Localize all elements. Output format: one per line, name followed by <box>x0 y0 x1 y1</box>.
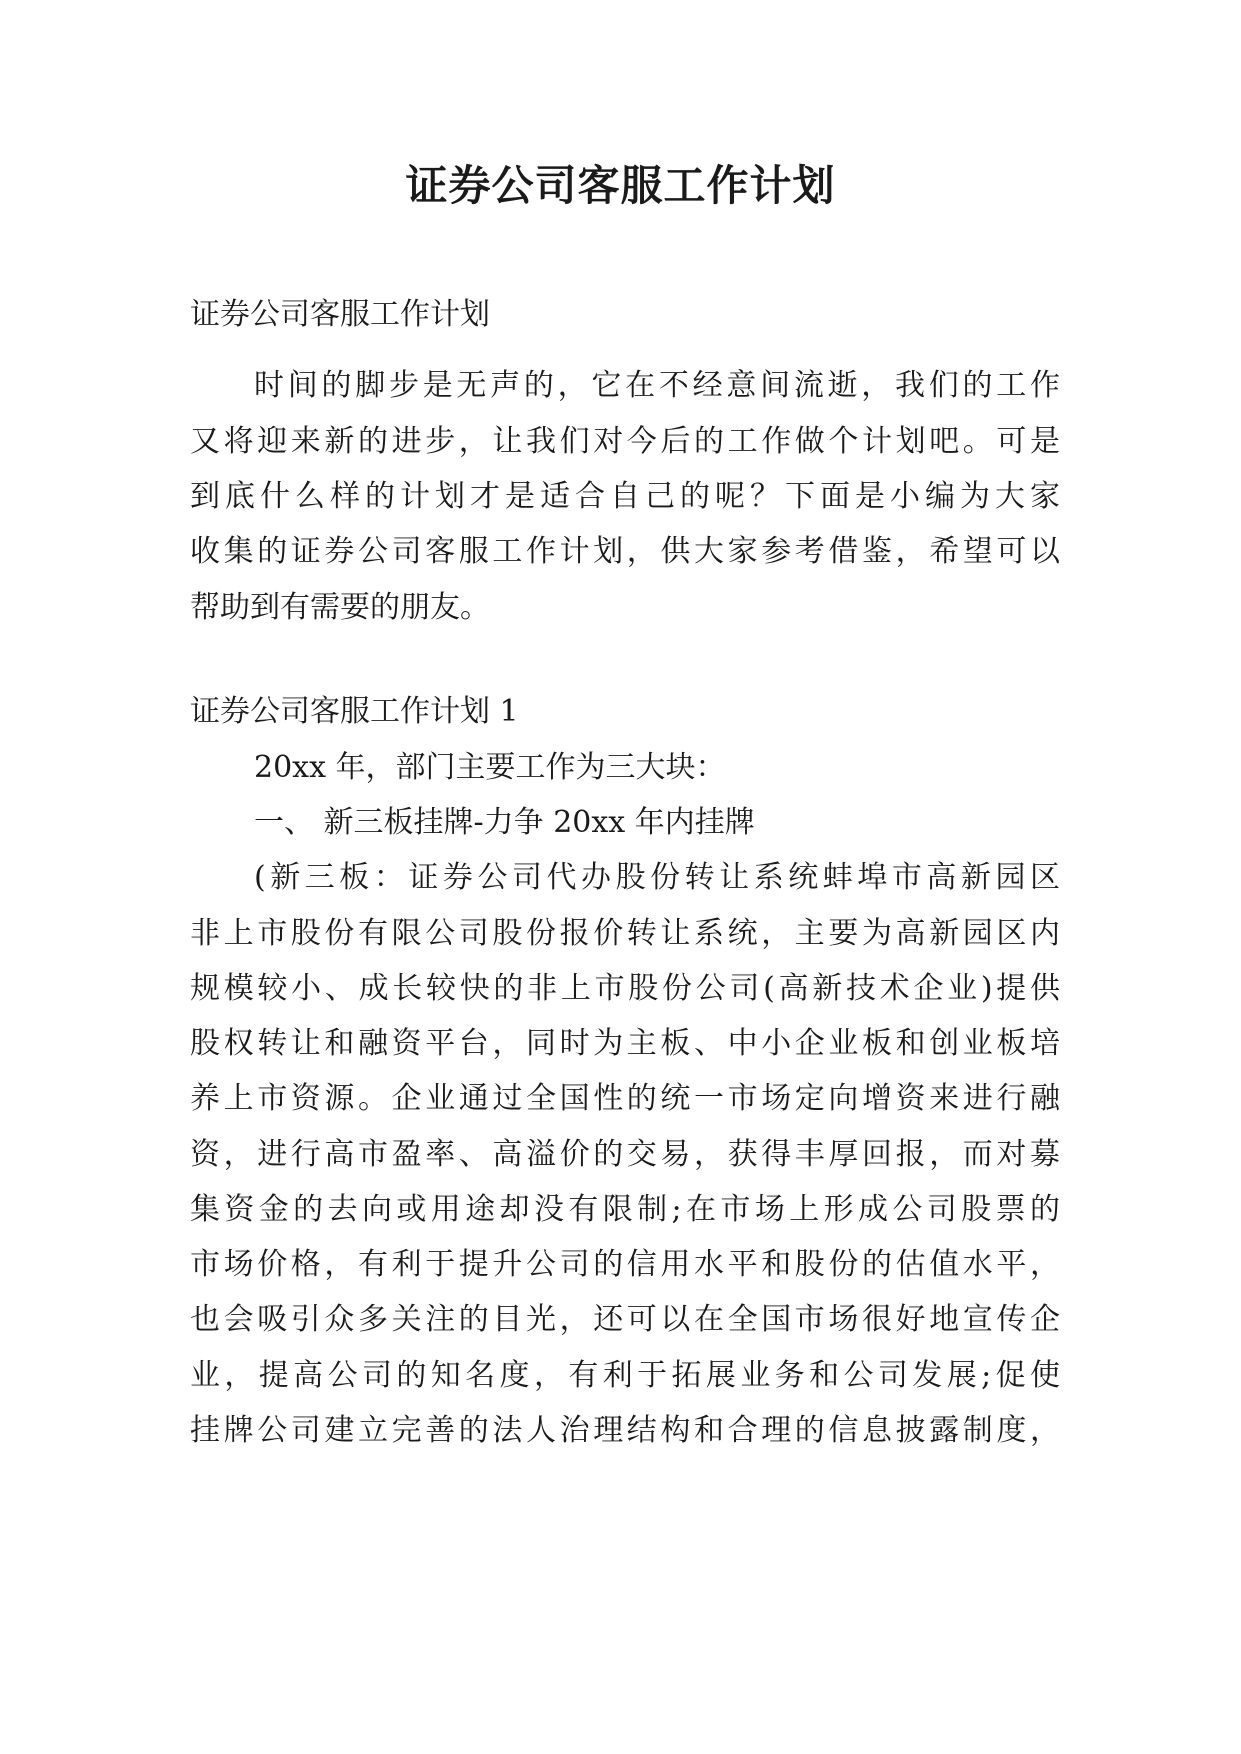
body-line: 非上市股份有限公司股份报价转让系统，主要为高新园区内 <box>190 916 1060 951</box>
intro-line: 到底什么样的计划才是适合自己的呢？下面是小编为大家 <box>190 479 1060 514</box>
item-one-heading: 一、 新三板挂牌-力争 20xx 年内挂牌 <box>254 805 755 840</box>
body-line: (新三板：证券公司代办股份转让系统蚌埠市高新园区 <box>254 860 1060 895</box>
section-heading: 证券公司客服工作计划 1 <box>190 694 519 729</box>
section-intro: 20xx 年，部门主要工作为三大块： <box>254 750 726 785</box>
intro-line: 收集的证券公司客服工作计划，供大家参考借鉴，希望可以 <box>190 534 1060 569</box>
intro-line: 帮助到有需要的朋友。 <box>190 590 490 625</box>
intro-line: 时间的脚步是无声的，它在不经意间流逝，我们的工作 <box>254 368 1060 403</box>
body-line: 也会吸引众多关注的目光，还可以在全国市场很好地宣传企 <box>190 1302 1060 1337</box>
body-line: 养上市资源。企业通过全国性的统一市场定向增资来进行融 <box>190 1081 1060 1116</box>
body-line: 规模较小、成长较快的非上市股份公司(高新技术企业)提供 <box>190 971 1060 1006</box>
intro-line: 又将迎来新的进步，让我们对今后的工作做个计划吧。可是 <box>190 424 1060 459</box>
body-line: 市场价格，有利于提升公司的信用水平和股份的估值水平， <box>190 1247 1060 1282</box>
body-line: 集资金的去向或用途却没有限制;在市场上形成公司股票的 <box>190 1192 1060 1227</box>
document-subtitle: 证券公司客服工作计划 <box>190 297 490 332</box>
body-line: 挂牌公司建立完善的法人治理结构和合理的信息披露制度， <box>190 1413 1060 1448</box>
body-line: 股权转让和融资平台，同时为主板、中小企业板和创业板培 <box>190 1026 1060 1061</box>
document-title: 证券公司客服工作计划 <box>405 161 836 210</box>
body-line: 资，进行高市盈率、高溢价的交易，获得丰厚回报，而对募 <box>190 1137 1060 1172</box>
body-line: 业，提高公司的知名度，有利于拓展业务和公司发展;促使 <box>190 1358 1060 1393</box>
